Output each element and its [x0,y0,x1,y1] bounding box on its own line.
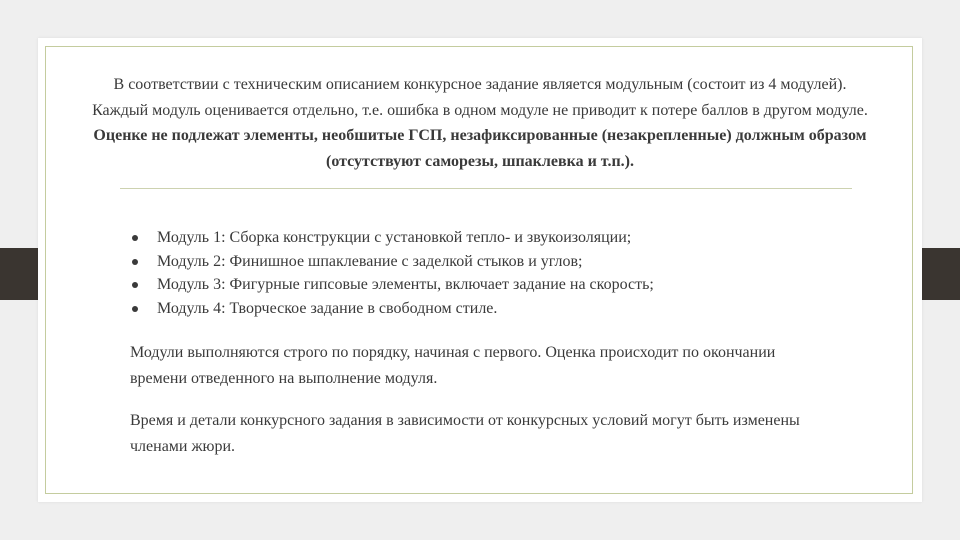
bullet-icon [132,259,138,265]
module-item [130,297,654,321]
module-item [130,250,654,274]
module-item-text: Модуль 1: Сборка конструкции с установкой тепло- и звукоизоляции; [157,229,632,246]
intro-paragraph [88,72,872,174]
order-paragraph [130,340,830,392]
module-item-text: Модуль 2: Финишное шпаклевание с заделкой стыков и углов; [157,252,583,270]
module-item-text: Модуль 3: Фигурные гипсовые элементы, включает задание на скорость; [157,276,654,293]
order-text-before: Модули выполняются [130,344,284,361]
module-item [130,273,654,297]
jury-paragraph: Время и детали конкурсного задания в зависимости от конкурсных условий могут быть изменены членами жюри. [130,412,800,455]
module-item-text: Модуль 4: Творческое задание в свободном стиле. [157,299,498,317]
bullet-icon [132,235,138,241]
order-emphasis: строго [283,344,328,361]
bullet-icon [132,282,138,288]
intro-bold-text: Оценке не подлежат элементы, необшитые ГСП, незафиксированные (незакрепленные) должным образом (отсутствуют саморезы, шпаклевка и т.п.). [93,127,867,170]
module-list [130,226,654,320]
bullet-icon [132,306,138,312]
order-text-after: по порядку, начиная с первого. Оценка происходит по окончании времени отведенного на выполнение модуля. [130,344,776,387]
divider-line [120,188,852,189]
intro-text: В соответствии с техническим описанием конкурсное задание является модульным (состоит из 4 модулей). Каждый модуль оценивается отдельно, т.е. ошибка в одном модуле не приводит к потере баллов в другом модуле. [92,76,868,119]
module-item [130,226,654,250]
